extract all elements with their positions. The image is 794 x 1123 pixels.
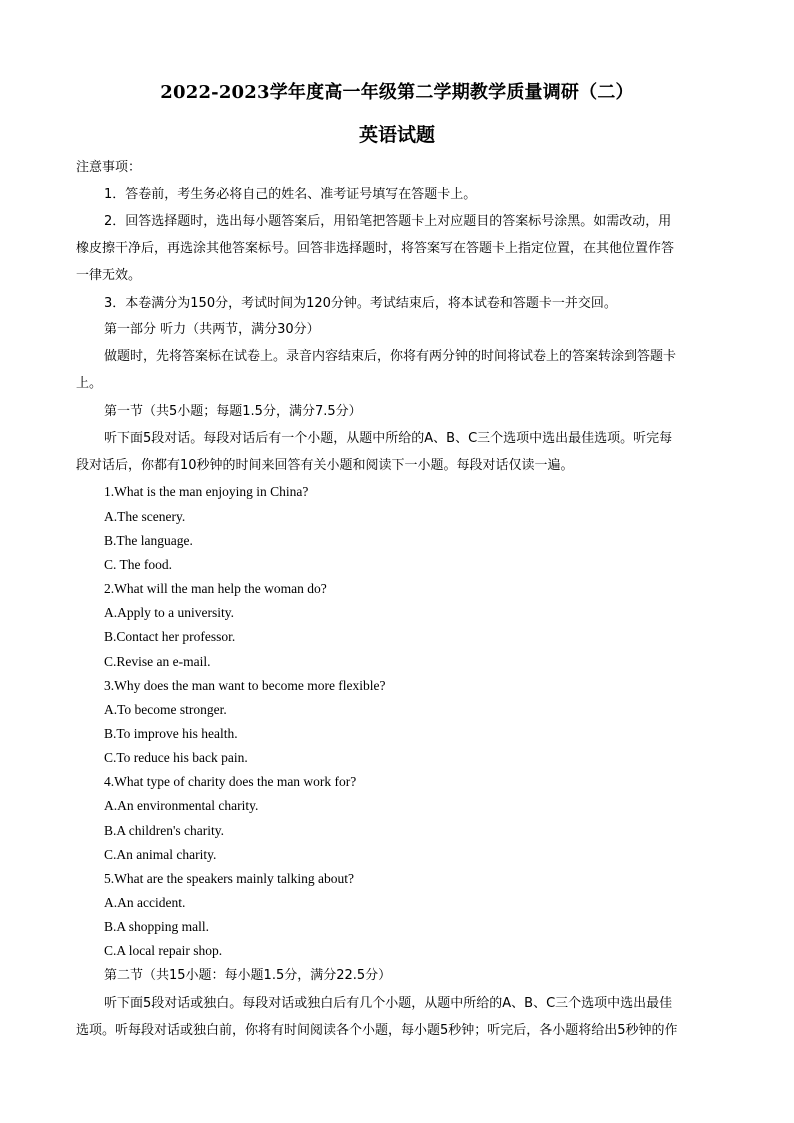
question-4: 4.What type of charity does the man work for? [104,774,357,789]
page-title: 2022-2023学年度高一年级第二学期教学质量调研（二） [160,82,634,103]
note-2-line-3: 一律无效。 [76,268,142,283]
part1-intro-line-1: 做题时，先将答案标在试卷上。录音内容结束后，你将有两分钟的时间将试卷上的答案转涂到答题卡 [104,349,677,364]
note-2-line-1: 2．回答选择题时，选出每小题答案后，用铅笔把答题卡上对应题目的答案标号涂黑。如需改动，用 [104,214,672,229]
question-4-option-c: C.An animal charity. [104,847,217,862]
page-subtitle: 英语试题 [358,124,435,146]
question-1-option-a: A.The scenery. [104,509,186,524]
section1-intro-line-2: 段对话后，你都有10秒钟的时间来回答有关小题和阅读下一小题。每段对话仅读一遍。 [76,458,574,473]
notes-heading: 注意事项： [76,160,142,175]
section2-intro-line-2: 选项。听每段对话或独白前，你将有时间阅读各个小题，每小题5秒钟；听完后，各小题将给出5秒钟的作 [76,1023,678,1038]
question-1-option-b: B.The language. [104,533,193,548]
question-2: 2.What will the man help the woman do? [104,581,327,596]
section1-heading: 第一节（共5小题；每题1.5分，满分7.5分） [104,404,362,419]
part1-heading: 第一部分 听力（共两节，满分30分） [104,322,320,337]
question-5-option-c: C.A local repair shop. [104,943,223,958]
question-5-option-a: A.An accident. [104,895,186,910]
question-2-option-a: A.Apply to a university. [104,605,234,620]
question-3-option-a: A.To become stronger. [104,702,227,717]
note-3: 3．本卷满分为150分，考试时间为120分钟。考试结束后，将本试卷和答题卡一并交回。 [104,296,617,311]
note-2-line-2: 橡皮擦干净后，再选涂其他答案标号。回答非选择题时，将答案写在答题卡上指定位置，在其他位置作答 [76,241,675,256]
question-3-option-b: B.To improve his health. [104,726,238,741]
question-5: 5.What are the speakers mainly talking about? [104,871,355,886]
question-3-option-c: C.To reduce his back pain. [104,750,248,765]
note-1: 1．答卷前，考生务必将自己的姓名、准考证号填写在答题卡上。 [104,187,477,202]
part1-intro-line-2: 上。 [76,376,103,391]
question-3: 3.Why does the man want to become more flexible? [104,678,386,693]
question-2-option-c: C.Revise an e-mail. [104,654,211,669]
question-1-option-c: C. The food. [104,557,172,572]
question-5-option-b: B.A shopping mall. [104,919,210,934]
question-2-option-b: B.Contact her professor. [104,629,236,644]
question-1: 1.What is the man enjoying in China? [104,484,309,499]
section2-heading: 第二节（共15小题：每小题1.5分，满分22.5分） [104,968,392,983]
question-4-option-a: A.An environmental charity. [104,798,259,813]
section1-intro-line-1: 听下面5段对话。每段对话后有一个小题，从题中所给的A、B、C三个选项中选出最佳选项。听完每 [104,431,673,446]
question-4-option-b: B.A children's charity. [104,823,225,838]
section2-intro-line-1: 听下面5段对话或独白。每段对话或独白后有几个小题，从题中所给的A、B、C三个选项中选出最佳 [104,996,673,1011]
